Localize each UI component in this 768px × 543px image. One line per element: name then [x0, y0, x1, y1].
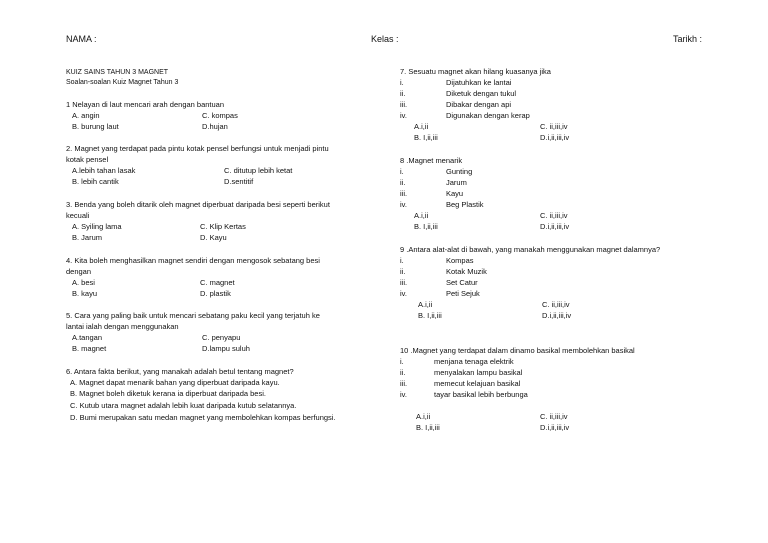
q10-item-text: menjana tenaga elektrik — [434, 357, 514, 366]
q10-item-text: memecut kelajuan basikal — [434, 379, 521, 388]
q10-item-text: tayar basikal lebih berbunga — [434, 390, 528, 399]
q7-option-d: D.i,ii,iii,iv — [540, 133, 570, 142]
q2-option-b: B. lebih cantik — [72, 177, 119, 186]
q6-option-c: C. Kutub utara magnet adalah lebih kuat daripada kutub selatannya. — [70, 401, 297, 410]
q3-option-a: A. Syiling lama — [72, 222, 122, 231]
q4-option-b: B. kayu — [72, 289, 98, 298]
q4-option-c: C. magnet — [200, 278, 235, 287]
q8-item-num: iv. — [400, 200, 407, 209]
q9-item-num: iv. — [400, 289, 407, 298]
q8-item-text: Gunting — [446, 167, 473, 176]
q5-stem-line2: lantai ialah dengan menggunakan — [66, 322, 179, 331]
q9-option-b: B. I,ii,iii — [418, 311, 442, 320]
q9-item-num: ii. — [400, 267, 406, 276]
q5-stem-line1: 5. Cara yang paling baik untuk mencari sebatang paku kecil yang terjatuh ke — [66, 311, 320, 320]
q3-stem-line1: 3. Benda yang boleh ditarik oleh magnet diperbuat daripada besi seperti berikut — [66, 200, 330, 209]
q6-option-d: D. Bumi merupakan satu medan magnet yang membolehkan kompas berfungsi. — [70, 413, 336, 422]
q8-item-text: Kayu — [446, 189, 464, 198]
q8-option-d: D.i,ii,iii,iv — [540, 222, 570, 231]
q9-item-text: Kotak Muzik — [446, 267, 487, 276]
q5-option-d: D.lampu suluh — [202, 344, 250, 353]
q9-item-num: i. — [400, 256, 404, 265]
q7-option-a: A.i,ii — [414, 122, 429, 131]
q6-option-a: A. Magnet dapat menarik bahan yang diperbuat daripada kayu. — [70, 378, 280, 387]
q2-option-c: C. ditutup lebih ketat — [224, 166, 293, 175]
q6-stem: 6. Antara fakta berikut, yang manakah adalah betul tentang magnet? — [66, 367, 294, 376]
q10-item-num: iv. — [400, 390, 407, 399]
q7-option-b: B. I,ii,iii — [414, 133, 438, 142]
q1-option-b: B. burung laut — [72, 122, 119, 131]
q3-option-b: B. Jarum — [72, 233, 103, 242]
q9-item-text: Kompas — [446, 256, 474, 265]
q2-option-a: A.lebih tahan lasak — [72, 166, 136, 175]
q9-item-text: Peti Sejuk — [446, 289, 480, 298]
q9-stem: 9 .Antara alat-alat di bawah, yang manakah menggunakan magnet dalamnya? — [400, 245, 661, 254]
q1-option-c: C. kompas — [202, 111, 238, 120]
q2-option-d: D.sentitif — [224, 177, 254, 186]
q3-stem-line2: kecuali — [66, 211, 90, 220]
q8-option-b: B. I,ii,iii — [414, 222, 438, 231]
nama-label: NAMA : — [66, 34, 97, 44]
q9-option-d: D.i,ii,iii,iv — [542, 311, 572, 320]
q5-option-a: A.tangan — [72, 333, 103, 342]
tarikh-label: Tarikh : — [673, 34, 703, 44]
q7-stem: 7. Sesuatu magnet akan hilang kuasanya jika — [400, 67, 551, 76]
kelas-label: Kelas : — [371, 34, 399, 44]
q8-item-text: Jarum — [446, 178, 467, 187]
q1-option-d: D.hujan — [202, 122, 228, 131]
q7-item-num: iii. — [400, 100, 408, 109]
q10-item-num: iii. — [400, 379, 408, 388]
q7-item-num: ii. — [400, 89, 406, 98]
q7-item-num: i. — [400, 78, 404, 87]
q8-stem: 8 .Magnet menarik — [400, 156, 463, 165]
q2-stem-line2: kotak pensel — [66, 155, 109, 164]
q7-item-num: iv. — [400, 111, 407, 120]
q10-option-a: A.i,ii — [416, 412, 431, 421]
q5-option-c: C. penyapu — [202, 333, 241, 342]
q6-option-b: B. Magnet boleh diketuk kerana ia diperbuat daripada besi. — [70, 389, 266, 398]
q7-item-text: Dijatuhkan ke lantai — [446, 78, 512, 87]
q8-item-num: ii. — [400, 178, 406, 187]
q8-item-text: Beg Plastik — [446, 200, 484, 209]
q4-stem-line2: dengan — [66, 267, 92, 276]
quiz-subtitle: Soalan-soalan Kuiz Magnet Tahun 3 — [66, 79, 179, 86]
q5-option-b: B. magnet — [72, 344, 107, 353]
q10-item-num: ii. — [400, 368, 406, 377]
q7-item-text: Digunakan dengan kerap — [446, 111, 530, 120]
q4-stem-line1: 4. Kita boleh menghasilkan magnet sendiri dengan mengosok sebatang besi — [66, 256, 320, 265]
q9-option-c: C. ii,iii,iv — [542, 300, 570, 309]
q7-item-text: Diketuk dengan tukul — [446, 89, 517, 98]
q8-item-num: i. — [400, 167, 404, 176]
q10-option-c: C. ii,iii,iv — [540, 412, 568, 421]
q10-stem: 10 .Magnet yang terdapat dalam dinamo basikal membolehkan basikal — [400, 346, 635, 355]
q7-item-text: Dibakar dengan api — [446, 100, 512, 109]
q1-stem: 1 Nelayan di laut mencari arah dengan bantuan — [66, 100, 225, 109]
q8-option-a: A.i,ii — [414, 211, 429, 220]
q3-option-d: D. Kayu — [200, 233, 227, 242]
q4-option-a: A. besi — [72, 278, 95, 287]
q4-option-d: D. plastik — [200, 289, 231, 298]
q9-option-a: A.i,ii — [418, 300, 433, 309]
q7-option-c: C. ii,iii,iv — [540, 122, 568, 131]
q2-stem-line1: 2. Magnet yang terdapat pada pintu kotak pensel berfungsi untuk menjadi pintu — [66, 144, 329, 153]
q10-item-num: i. — [400, 357, 404, 366]
q3-option-c: C. Klip Kertas — [200, 222, 246, 231]
quiz-title: KUIZ SAINS TAHUN 3 MAGNET — [66, 69, 169, 76]
q10-option-d: D.i,ii,iii,iv — [540, 423, 570, 432]
q8-option-c: C. ii,iii,iv — [540, 211, 568, 220]
q10-option-b: B. I,ii,iii — [416, 423, 440, 432]
q9-item-num: iii. — [400, 278, 408, 287]
q8-item-num: iii. — [400, 189, 408, 198]
q10-item-text: menyalakan lampu basikal — [434, 368, 523, 377]
q1-option-a: A. angin — [72, 111, 100, 120]
q9-item-text: Set Catur — [446, 278, 478, 287]
